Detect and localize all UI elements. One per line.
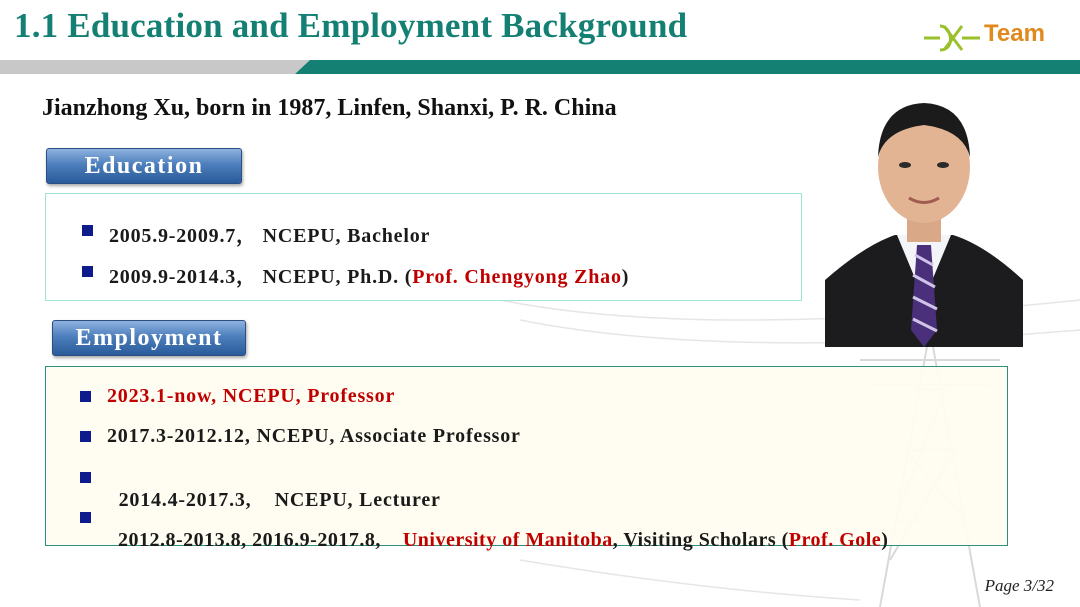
page-number: Page 3/32 bbox=[984, 576, 1054, 595]
bullet-square-icon bbox=[82, 225, 93, 236]
university-name: University of Manitoba bbox=[402, 529, 613, 551]
employment-item-3: 2014.4-2017.3, NCEPU, Lecturer bbox=[118, 489, 441, 511]
education-label: Education bbox=[46, 148, 242, 184]
profile-photo bbox=[825, 95, 1023, 347]
advisor-name: Prof. Chengyong Zhao bbox=[412, 266, 622, 288]
host-professor-name: Prof. Gole bbox=[788, 529, 882, 551]
team-logo-text: Team bbox=[984, 20, 1045, 47]
bullet-square-icon bbox=[80, 472, 91, 483]
employment-item-2: 2017.3-2012.12, NCEPU, Associate Professor bbox=[107, 425, 521, 447]
header-band bbox=[0, 58, 1080, 76]
employment-item-4: 2012.8-2013.8, 2016.9-2017.8, University of Manitoba, Visiting Scholars (Prof. Gole) bbox=[118, 529, 889, 551]
team-logo bbox=[922, 18, 1052, 58]
bullet-square-icon bbox=[80, 391, 91, 402]
profile-intro: Jianzhong Xu, born in 1987, Linfen, Shanxi, P. R. China bbox=[42, 95, 617, 121]
bullet-square-icon bbox=[82, 266, 93, 277]
employment-label: Employment bbox=[52, 320, 246, 356]
slide-title: 1.1 Education and Employment Background bbox=[14, 6, 688, 45]
education-item-2: 2009.9-2014.3， NCEPU, Ph.D. (Prof. Chengyong Zhao) bbox=[109, 266, 630, 288]
education-item-1: 2005.9-2009.7， NCEPU, Bachelor bbox=[109, 225, 431, 247]
employment-item-1: 2023.1-now, NCEPU, Professor bbox=[107, 385, 396, 407]
bullet-square-icon bbox=[80, 512, 91, 523]
bullet-square-icon bbox=[80, 431, 91, 442]
